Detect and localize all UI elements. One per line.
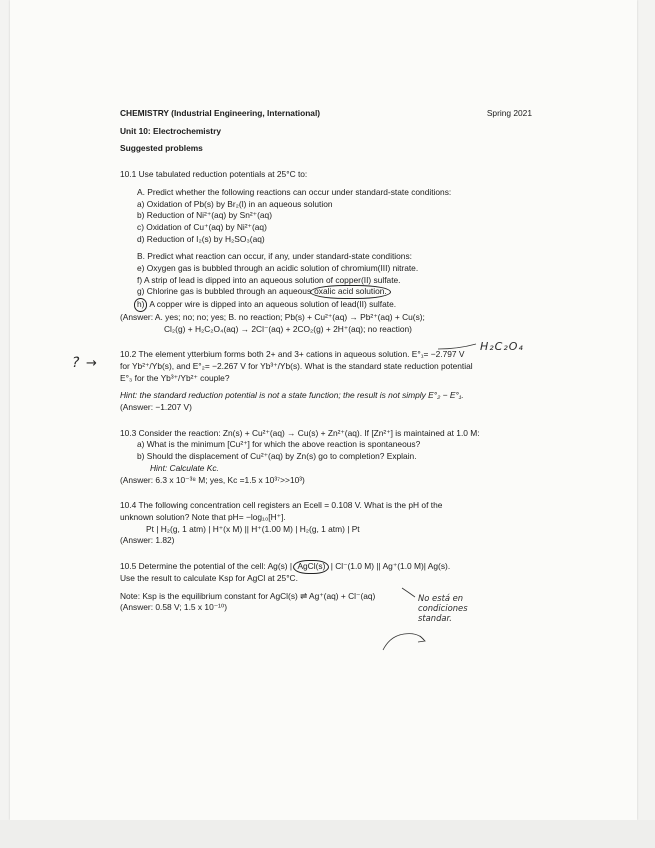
pen-marks xyxy=(10,0,637,820)
answer-10-2: (Answer: −1.207 V) xyxy=(120,402,192,413)
item-a: a) Oxidation of Pb(s) by Br₂(l) in an aqueous solution xyxy=(137,198,333,209)
circled-h-letter: h) xyxy=(134,298,147,312)
answer-10-5: (Answer: 0.58 V; 1.5 x 10⁻¹⁰) xyxy=(120,602,228,613)
item-d: d) Reduction of I₂(s) by H₂SO₃(aq) xyxy=(137,233,265,244)
problem-line: for Yb²⁺/Yb(s), and E°₂= −2.267 V for Yb³⁺/Yb(s). What is the standard state reduction potential xyxy=(120,360,473,371)
item-b: b) Reduction of Ni²⁺(aq) by Sn²⁺(aq) xyxy=(137,210,272,221)
circled-oxalic-acid: oxalic acid solution. xyxy=(310,285,391,299)
handwritten-note: No está en condiciones standar. xyxy=(418,593,468,623)
document-page xyxy=(10,0,637,820)
item-b: b) Should the displacement of Cu²⁺(aq) by Zn(s) go to completion? Explain. xyxy=(137,451,417,462)
handwritten-question-mark: ? xyxy=(72,355,80,371)
item-g: g) Chlorine gas is bubbled through an aqueous oxalic acid solution. xyxy=(120,286,540,298)
problem-line: Use the result to calculate Ksp for AgCl at 25°C. xyxy=(120,572,298,583)
course-title: CHEMISTRY (Industrial Engineering, International) xyxy=(120,108,321,118)
answer-10-1-line1: (Answer: A. yes; no; no; yes; B. no reaction; Pb(s) + Cu²⁺(aq) → Pb²⁺(aq) + Cu(s); xyxy=(120,311,425,322)
problem-line: 10.5 Determine the potential of the cell: Ag(s) | AgCl(s) | Cl⁻(1.0 M) || Ag⁺(1.0 M)| Ag(s). xyxy=(120,561,540,573)
term-label: Spring 2021 xyxy=(486,108,532,118)
circled-agcl: AgCl(s) xyxy=(293,560,329,574)
section-title: Suggested problems xyxy=(120,143,203,154)
problem-stem: 10.3 Consider the reaction: Zn(s) + Cu²⁺(aq) → Cu(s) + Zn²⁺(aq). If [Zn²⁺] is maintained at 1.0 M: xyxy=(120,427,480,438)
hint-10-3: Hint: Calculate Kc. xyxy=(150,462,219,473)
item-h: h) A copper wire is dipped into an aqueous solution of lead(II) sulfate. xyxy=(120,298,540,312)
item-a: a) What is the minimum [Cu²⁺] for which the above reaction is spontaneous? xyxy=(137,439,421,450)
problem-line: unknown solution? Note that pH= −log₁₀[H⁺]. xyxy=(120,511,286,522)
item-c: c) Oxidation of Cu⁺(aq) by Ni²⁺(aq) xyxy=(137,221,267,232)
answer-10-1-line2: Cl₂(g) + H₂C₂O₄(aq) → 2Cl⁻(aq) + 2CO₂(g) + 2H⁺(aq); no reaction) xyxy=(164,323,412,334)
hint-10-2: Hint: the standard reduction potential is not a state function; the result is not simply E°₂ − E°₁. xyxy=(120,390,464,401)
problem-stem: 10.1 Use tabulated reduction potentials at 25°C to: xyxy=(120,169,308,180)
problem-line: 10.4 The following concentration cell registers an Ecell = 0.108 V. What is the pH of the xyxy=(120,500,443,511)
page-bottom-strip xyxy=(0,820,655,848)
note-10-5: Note: Ksp is the equilibrium constant for AgCl(s) ⇌ Ag⁺(aq) + Cl⁻(aq) xyxy=(120,590,376,601)
handwritten-formula: H₂C₂O₄ xyxy=(480,340,524,353)
problem-line: 10.2 The element ytterbium forms both 2+ and 3+ cations in aqueous solution. E°₁= −2.797 V xyxy=(120,349,465,360)
handwritten-arrow-icon: → xyxy=(86,356,97,371)
unit-title: Unit 10: Electrochemistry xyxy=(120,125,221,136)
item-f: f) A strip of lead is dipped into an aqueous solution of copper(II) sulfate. xyxy=(137,274,401,285)
answer-10-3: (Answer: 6.3 x 10⁻³⁸ M; yes, Kc =1.5 x 10³⁷>>10³) xyxy=(120,474,305,485)
answer-10-4: (Answer: 1.82) xyxy=(120,535,175,546)
part-a-heading: A. Predict whether the following reactions can occur under standard-state conditions: xyxy=(137,186,452,197)
problem-line: E°₃ for the Yb³⁺/Yb²⁺ couple? xyxy=(120,372,230,383)
part-b-heading: B. Predict what reaction can occur, if any, under standard-state conditions: xyxy=(137,251,412,262)
cell-notation: Pt | H₂(g, 1 atm) | H⁺(x M) || H⁺(1.00 M) | H₂(g, 1 atm) | Pt xyxy=(146,523,360,534)
item-e: e) Oxygen gas is bubbled through an acidic solution of chromium(III) nitrate. xyxy=(137,263,419,274)
